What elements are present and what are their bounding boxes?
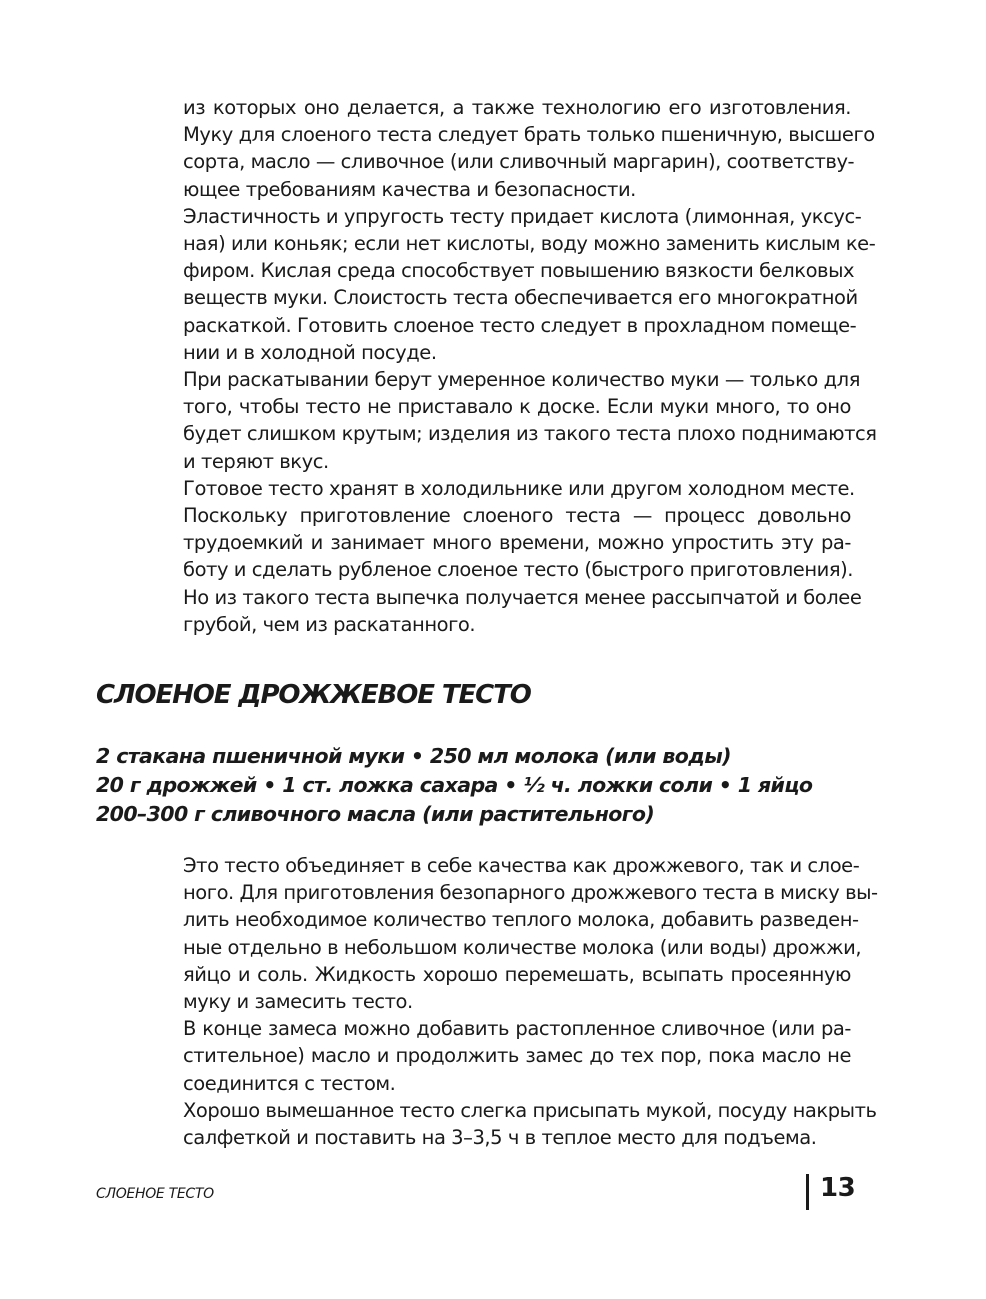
text-line: того, чтобы тесто не приставало к доске. Если муки много, то оно [183,395,851,419]
ingredient-line: 200–300 г сливочного масла (или растительного) [96,802,655,826]
text-line: стительное) масло и продолжить замес до тех пор, пока масло не [183,1044,851,1068]
text-line: Но из такого теста выпечка получается менее рассыпчатой и более [183,585,862,609]
footer-divider [806,1174,809,1210]
recipe-title: СЛОЕНОЕ ДРОЖЖЕВОЕ ТЕСТО [96,680,531,710]
page-number: 13 [820,1173,856,1203]
body-text-top [183,94,877,638]
text-line: салфеткой и поставить на 3–3,5 ч в теплое место для подъема. [183,1126,817,1150]
text-line: ющее требованиям качества и безопасности. [183,177,636,201]
ingredients-list [96,742,812,829]
text-line: яйцо и соль. Жидкость хорошо перемешать, всыпать просеянную [183,962,851,986]
recipe-body-text [183,852,878,1151]
text-line: сорта, масло — сливочное (или сливочный маргарин), соответству- [183,150,855,174]
text-line: фиром. Кислая среда способствует повышению вязкости белковых [183,259,855,283]
text-line: будет слишком крутым; изделия из такого теста плохо поднимаются [183,422,877,446]
text-line: ные отдельно в небольшом количестве молока (или воды) дрожжи, [183,935,862,959]
text-line: лить необходимое количество теплого молока, добавить разведен- [183,908,859,932]
ingredient-line: 20 г дрожжей • 1 ст. ложка сахара • ½ ч. ложки соли • 1 яйцо [96,773,813,797]
text-line: грубой, чем из раскатанного. [183,612,476,636]
text-line: ная) или коньяк; если нет кислоты, воду можно заменить кислым ке- [183,232,876,256]
text-line: муку и замесить тесто. [183,990,413,1014]
text-line: Муку для слоеного теста следует брать только пшеничную, высшего [183,123,875,147]
text-line: веществ муки. Слоистость теста обеспечивается его многократной [183,286,858,310]
text-line: соединится с тестом. [183,1071,396,1095]
text-line: нии и в холодной посуде. [183,340,437,364]
text-line: боту и сделать рубленое слоеное тесто (быстрого приготовления). [183,558,854,582]
text-line: Поскольку приготовление слоеного теста — процесс довольно [183,504,851,528]
text-line: и теряют вкус. [183,449,329,473]
text-line: трудоемкий и занимает много времени, можно упростить эту ра- [183,531,851,555]
running-footer-title: СЛОЕНОЕ ТЕСТО [96,1186,214,1202]
text-line: из которых оно делается, а также технологию его изготовления. [183,96,851,119]
text-line: раскаткой. Готовить слоеное тесто следует в прохладном помеще- [183,313,857,337]
text-line: Готовое тесто хранят в холодильнике или другом холодном месте. [183,476,855,500]
text-line: ного. Для приготовления безопарного дрожжевого теста в миску вы- [183,881,878,905]
text-line: При раскатывании берут умеренное количество муки — только для [183,368,860,392]
text-line: Это тесто объединяет в себе качества как дрожжевого, так и слое- [183,854,860,877]
text-line: Хорошо вымешанное тесто слегка присыпать мукой, посуду накрыть [183,1098,877,1122]
ingredient-line: 2 стакана пшеничной муки • 250 мл молока (или воды) [96,744,731,768]
text-line: Эластичность и упругость тесту придает кислота (лимонная, уксус- [183,204,862,228]
text-line: В конце замеса можно добавить растопленное сливочное (или ра- [183,1017,851,1041]
